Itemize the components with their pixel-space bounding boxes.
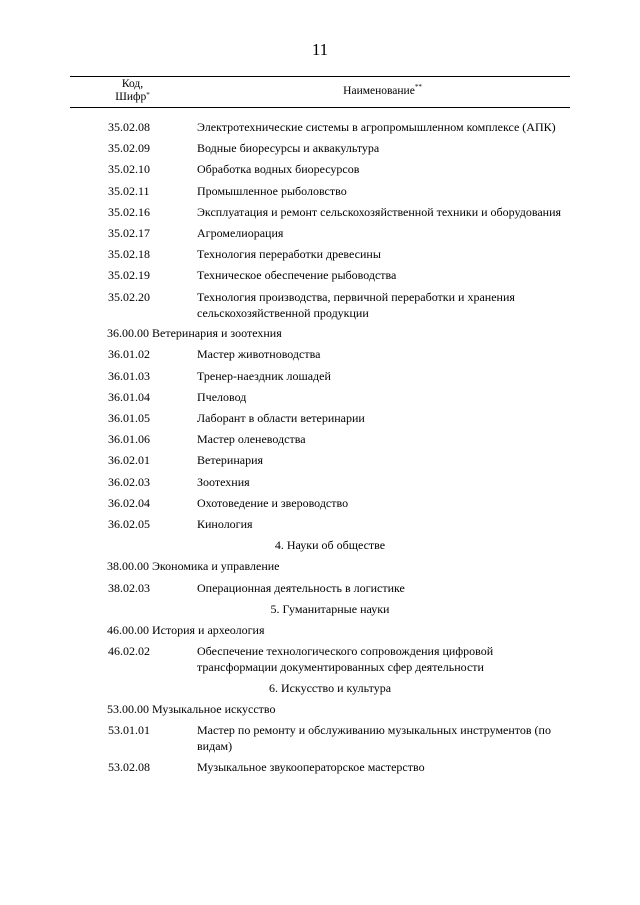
specialty-code: 35.02.11	[108, 183, 150, 198]
specialty-row	[0, 643, 640, 675]
specialty-name: Пчеловод	[197, 389, 247, 404]
specialty-code: 36.01.04	[108, 389, 150, 404]
specialty-row	[0, 722, 640, 754]
specialty-row	[0, 580, 640, 596]
specialty-row	[0, 389, 640, 405]
specialty-name: Операционная деятельность в логистике	[197, 580, 405, 595]
specialty-code: 36.02.03	[108, 474, 150, 489]
specialty-code: 46.02.02	[108, 644, 150, 659]
specialty-code: 36.01.05	[108, 411, 150, 426]
header-name-cell	[195, 85, 570, 97]
specialty-name: Тренер-наездник лошадей	[197, 368, 331, 383]
specialty-row	[0, 368, 640, 384]
group-heading: 53.00.00 Музыкальное искусство	[107, 702, 276, 717]
header-name-footnote-mark: **	[414, 83, 422, 91]
specialty-code: 35.02.18	[108, 247, 150, 262]
page-number: 11	[311, 40, 329, 59]
specialty-code: 35.02.10	[108, 162, 150, 177]
specialty-name: Обеспечение технологического сопровождения цифровой трансформации документированных сфер деятельности	[197, 644, 494, 675]
specialty-name: Зоотехния	[197, 474, 250, 489]
specialty-name: Мастер животноводства	[197, 347, 321, 362]
group-heading: 36.00.00 Ветеринария и зоотехния	[107, 326, 282, 341]
table-header	[70, 76, 570, 108]
specialty-name: Водные биоресурсы и аквакультура	[197, 141, 380, 156]
specialty-name: Агромелиорация	[197, 225, 284, 240]
specialty-code: 36.02.01	[108, 453, 150, 468]
specialty-row	[0, 225, 640, 241]
specialty-name: Промышленное рыболовство	[197, 183, 347, 198]
specialty-row	[0, 516, 640, 532]
specialty-row	[0, 183, 640, 199]
specialty-name: Кинология	[197, 516, 253, 531]
specialty-name: Мастер по ремонту и обслуживанию музыкальных инструментов (по видам)	[197, 723, 551, 754]
specialty-name: Техническое обеспечение рыбоводства	[197, 268, 397, 283]
specialty-row	[0, 246, 640, 262]
specialty-name: Технология производства, первичной переработки и хранения сельскохозяйственной продукции	[197, 289, 515, 320]
specialty-name: Электротехнические системы в агропромышленном комплексе (АПК)	[197, 120, 556, 134]
specialty-code: 35.02.20	[108, 289, 150, 304]
specialty-name: Музыкальное звукооператорское мастерство	[197, 760, 425, 775]
specialty-row	[0, 204, 640, 220]
group-heading: 46.00.00 История и археология	[107, 622, 265, 637]
specialty-row	[0, 346, 640, 362]
specialty-code: 35.02.08	[108, 120, 150, 134]
specialty-name: Охотоведение и звероводство	[197, 495, 349, 510]
specialty-code: 35.02.16	[108, 204, 150, 219]
specialty-list	[0, 119, 640, 780]
specialty-row	[0, 431, 640, 447]
header-code-label: Код,	[121, 78, 144, 90]
header-name-label: Наименование	[343, 85, 415, 97]
specialty-code: 38.02.03	[108, 580, 150, 595]
specialty-code: 36.01.02	[108, 347, 150, 362]
specialty-code: 53.02.08	[108, 760, 150, 775]
specialty-name: Технология переработки древесины	[197, 247, 381, 262]
specialty-code: 36.01.06	[108, 432, 150, 447]
specialty-code: 36.02.05	[108, 516, 150, 531]
specialty-code: 35.02.09	[108, 141, 150, 156]
specialty-row	[0, 759, 640, 775]
specialty-name: Лаборант в области ветеринарии	[197, 411, 365, 426]
specialty-row	[0, 410, 640, 426]
header-cipher-footnote-mark: *	[146, 91, 150, 99]
specialty-code: 35.02.17	[108, 225, 150, 240]
specialty-row	[0, 474, 640, 490]
section-heading: 5. Гуманитарные науки	[270, 601, 390, 616]
specialty-row	[0, 119, 640, 135]
specialty-row	[0, 161, 640, 177]
specialty-row	[0, 140, 640, 156]
specialty-row	[0, 289, 640, 321]
section-heading: 4. Науки об обществе	[274, 538, 386, 553]
specialty-name: Ветеринария	[197, 453, 264, 468]
section-heading: 6. Искусство и культура	[268, 680, 392, 695]
specialty-row	[0, 452, 640, 468]
specialty-name: Обработка водных биоресурсов	[197, 162, 360, 177]
specialty-code: 35.02.19	[108, 268, 150, 283]
specialty-code: 36.01.03	[108, 368, 150, 383]
specialty-row	[0, 495, 640, 511]
header-code-cell	[70, 78, 195, 104]
specialty-code: 53.01.01	[108, 723, 150, 738]
header-cipher-label	[70, 91, 195, 104]
specialty-name: Эксплуатация и ремонт сельскохозяйственной техники и оборудования	[197, 204, 562, 219]
specialty-code: 36.02.04	[108, 495, 150, 510]
group-heading: 38.00.00 Экономика и управление	[107, 559, 280, 574]
specialty-name: Мастер оленеводства	[197, 432, 306, 447]
specialty-row	[0, 267, 640, 283]
header-cipher-text: Шифр	[115, 91, 147, 103]
